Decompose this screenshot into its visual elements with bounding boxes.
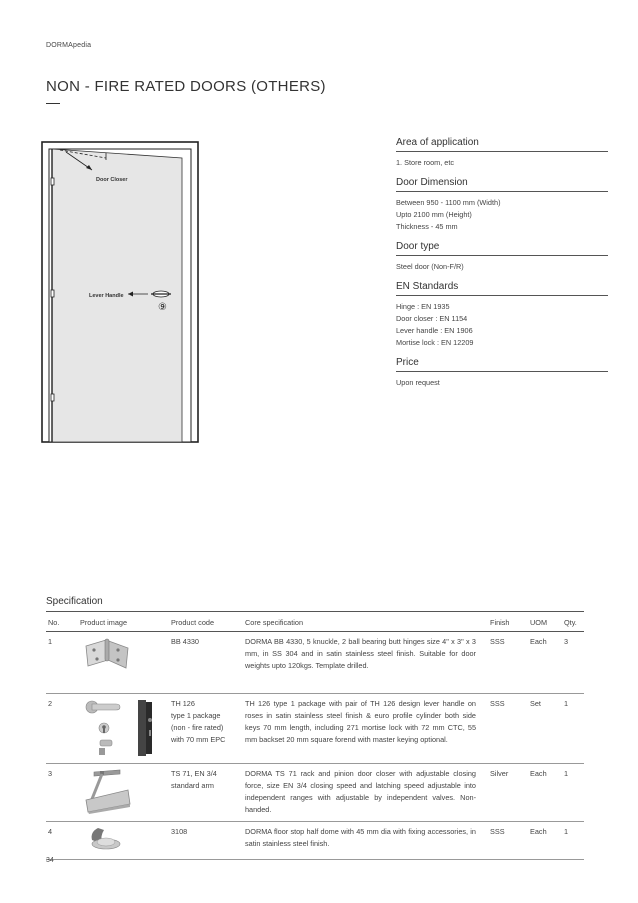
hinge-middle: [51, 290, 54, 297]
info-section-door-type: [396, 241, 608, 281]
cell-finish: SSS: [488, 632, 528, 694]
info-line: Steel door (Non-F/R): [396, 262, 464, 271]
cell-uom: Each: [528, 632, 562, 694]
info-section-area: [396, 137, 608, 177]
floor-stop-image: [80, 826, 130, 852]
info-line: Lever handle : EN 1906: [396, 326, 473, 335]
table-row: [46, 632, 584, 694]
product-code-line: TH 126: [171, 699, 195, 708]
column-header: Product image: [78, 612, 169, 632]
info-section-price: [396, 357, 608, 397]
product-code-line: (non - fire rated): [171, 723, 224, 732]
cell-no: 2: [46, 694, 78, 764]
cell-no: 3: [46, 764, 78, 822]
cell-image: [78, 822, 169, 860]
cell-core-spec: DORMA TS 71 rack and pinion door closer with adjustable closing force, size EN 3/4 closing speed and latching speed adjustable into independent ranges with adjustable by independent valves. Non-handed.: [243, 764, 488, 822]
specification-table: [46, 611, 584, 860]
table-row: [46, 764, 584, 822]
column-header: Finish: [488, 612, 528, 632]
brand-label: DORMApedia: [46, 42, 92, 49]
cell-qty: 1: [562, 694, 584, 764]
cell-finish: SSS: [488, 822, 528, 860]
handle-marker: ⑨: [158, 302, 167, 313]
info-panel: [396, 137, 608, 397]
cell-uom: Each: [528, 764, 562, 822]
product-code-line: BB 4330: [171, 637, 199, 646]
info-line: Upto 2100 mm (Height): [396, 210, 472, 219]
cell-image: [78, 764, 169, 822]
section-heading: Door type: [396, 241, 608, 256]
door-diagram: [40, 140, 200, 443]
info-line: Door closer : EN 1154: [396, 314, 468, 323]
product-code-line: 3108: [171, 827, 188, 836]
lever-handle-lock-image: [80, 698, 160, 758]
section-heading: Door Dimension: [396, 177, 608, 192]
table-row: [46, 822, 584, 860]
hinge-image: [80, 636, 136, 672]
cell-finish: Silver: [488, 764, 528, 822]
info-line: Between 950 - 1100 mm (Width): [396, 198, 501, 207]
info-line: Thickness - 45 mm: [396, 222, 458, 231]
table-row: [46, 694, 584, 764]
column-header: Core specification: [243, 612, 488, 632]
cell-core-spec: DORMA BB 4330, 5 knuckle, 2 ball bearing butt hinges size 4" x 3" x 3 mm, in SS 304 and in satin stainless steel finish. Suitable for door weights upto 120kgs. Template drilled.: [243, 632, 488, 694]
title-underline: [46, 103, 60, 104]
cell-qty: 3: [562, 632, 584, 694]
cell-finish: SSS: [488, 694, 528, 764]
cell-uom: Each: [528, 822, 562, 860]
info-section-en-standards: [396, 281, 608, 357]
cell-image: [78, 694, 169, 764]
product-code-line: with 70 mm EPC: [171, 735, 226, 744]
column-header: No.: [46, 612, 78, 632]
info-line: Hinge : EN 1935: [396, 302, 450, 311]
cell-no: 1: [46, 632, 78, 694]
cell-core-spec: TH 126 type 1 package with pair of TH 126 design lever handle on roses in satin stainless steel finish & euro profile cylinder both side keys 70 mm length, including 271 mortise lock with 72 mm CTC, 55 mm backset 20 mm square forend with master keying optional.: [243, 694, 488, 764]
cell-qty: 1: [562, 822, 584, 860]
cell-qty: 1: [562, 764, 584, 822]
cell-image: [78, 632, 169, 694]
product-code-line: type 1 package: [171, 711, 221, 720]
page-title: NON - FIRE RATED DOORS (OTHERS): [46, 78, 326, 95]
door-closer-image: [80, 768, 150, 814]
hinge-top: [51, 178, 54, 185]
column-header: Qty.: [562, 612, 584, 632]
cell-uom: Set: [528, 694, 562, 764]
info-section-dimension: [396, 177, 608, 241]
column-header: Product code: [169, 612, 243, 632]
section-heading: Price: [396, 357, 608, 372]
door-closer-label: Door Closer: [96, 177, 128, 183]
info-line: 1. Store room, etc: [396, 158, 454, 167]
info-line: Upon request: [396, 378, 440, 387]
product-code-line: standard arm: [171, 781, 214, 790]
section-heading: EN Standards: [396, 281, 608, 296]
product-code-line: TS 71, EN 3/4: [171, 769, 217, 778]
specification-title: Specification: [46, 596, 103, 607]
hinge-bottom: [51, 394, 54, 401]
lever-handle-label: Lever Handle: [89, 293, 124, 299]
cell-core-spec: DORMA floor stop half dome with 45 mm dia with fixing accessories, in satin stainless steel finish.: [243, 822, 488, 860]
table-header-row: [46, 612, 584, 632]
column-header: UOM: [528, 612, 562, 632]
info-line: Mortise lock : EN 12209: [396, 338, 474, 347]
page-number: 34: [46, 857, 54, 864]
section-heading: Area of application: [396, 137, 608, 152]
cell-no: 4: [46, 822, 78, 860]
